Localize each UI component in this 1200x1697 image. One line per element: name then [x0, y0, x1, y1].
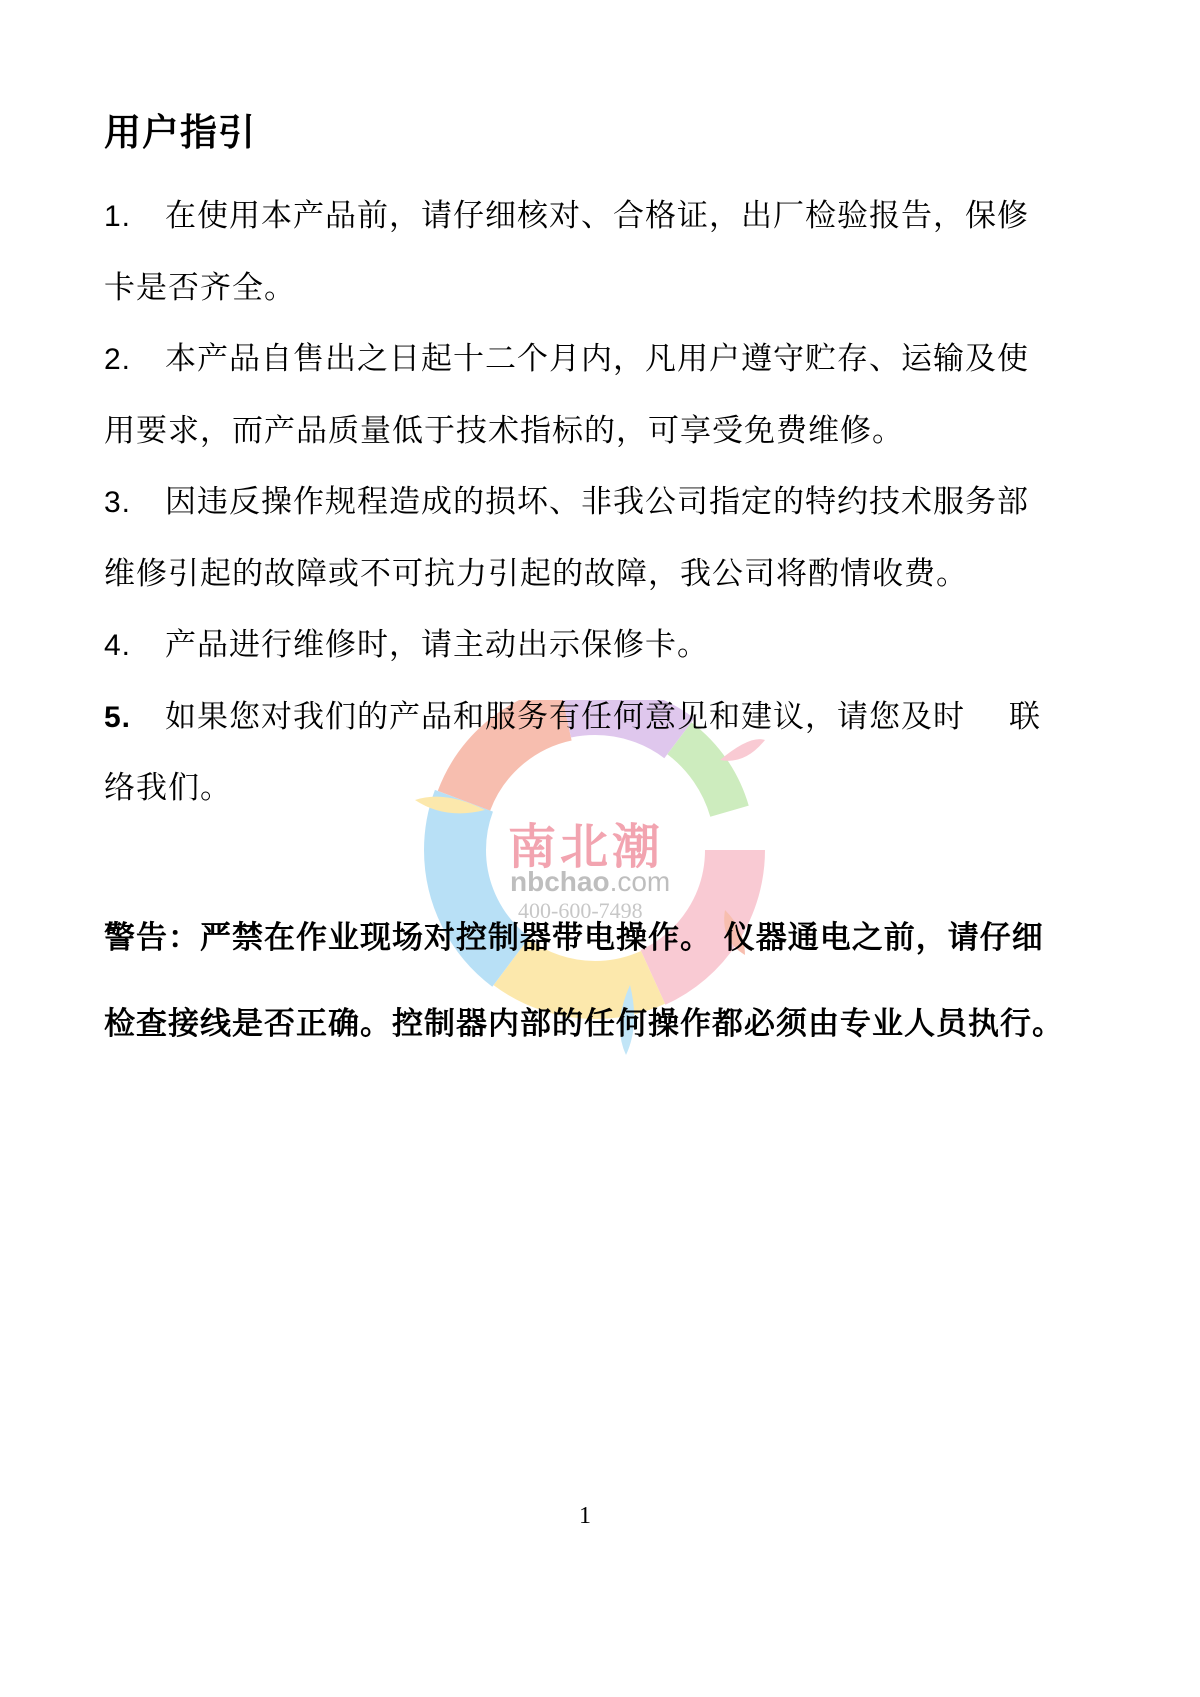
item-text: 产品进行维修时，请主动出示保修卡。: [165, 627, 709, 663]
item-text: 联: [1009, 699, 1041, 735]
list-item-4: [104, 619, 709, 664]
list-item-3-continuation: [104, 548, 968, 593]
list-item-5: [104, 691, 1041, 736]
page-number: 1: [579, 1503, 591, 1529]
watermark-domain-suffix: .com: [609, 866, 671, 897]
watermark-domain: [510, 866, 670, 898]
warning-text-line-1: 警告：严禁在作业现场对控制器带电操作。 仪器通电之前，请仔细: [104, 920, 1044, 956]
item-number: 5.: [104, 701, 132, 734]
list-item-1-continuation: [104, 262, 296, 307]
list-item-3: [104, 476, 1029, 521]
item-text: 本产品自售出之日起十二个月内，凡用户遵守贮存、运输及使: [165, 341, 1029, 377]
item-text: 用要求，而产品质量低于技术指标的，可享受免费维修。: [104, 413, 904, 449]
item-text: 络我们。: [104, 770, 232, 806]
list-item-2-continuation: [104, 405, 904, 450]
item-text: 因违反操作规程造成的损坏、非我公司指定的特约技术服务部: [165, 484, 1029, 520]
item-text: 在使用本产品前，请仔细核对、合格证，出厂检验报告，保修: [165, 198, 1029, 234]
item-text: 如果您对我们的产品和服务有任何意见和建议，请您及时: [165, 699, 965, 735]
page-title: 用户指引: [104, 111, 256, 154]
item-text: 卡是否齐全。: [104, 270, 296, 306]
item-number: 1.: [104, 200, 132, 233]
watermark-domain-name: nbchao: [510, 866, 610, 897]
list-item-1: [104, 190, 1029, 235]
item-text: 维修引起的故障或不可抗力引起的故障，我公司将酌情收费。: [104, 556, 968, 592]
item-number: 3.: [104, 486, 132, 519]
warning-text-line-2: 检查接线是否正确。控制器内部的任何操作都必须由专业人员执行。: [104, 1006, 1064, 1042]
list-item-2: [104, 333, 1029, 378]
watermark-phone: 400-600-7498: [518, 898, 643, 923]
watermark-brand: 南北潮: [508, 819, 665, 875]
item-number: 2.: [104, 343, 132, 376]
item-number: 4.: [104, 629, 132, 662]
list-item-5-continuation: [104, 762, 232, 807]
